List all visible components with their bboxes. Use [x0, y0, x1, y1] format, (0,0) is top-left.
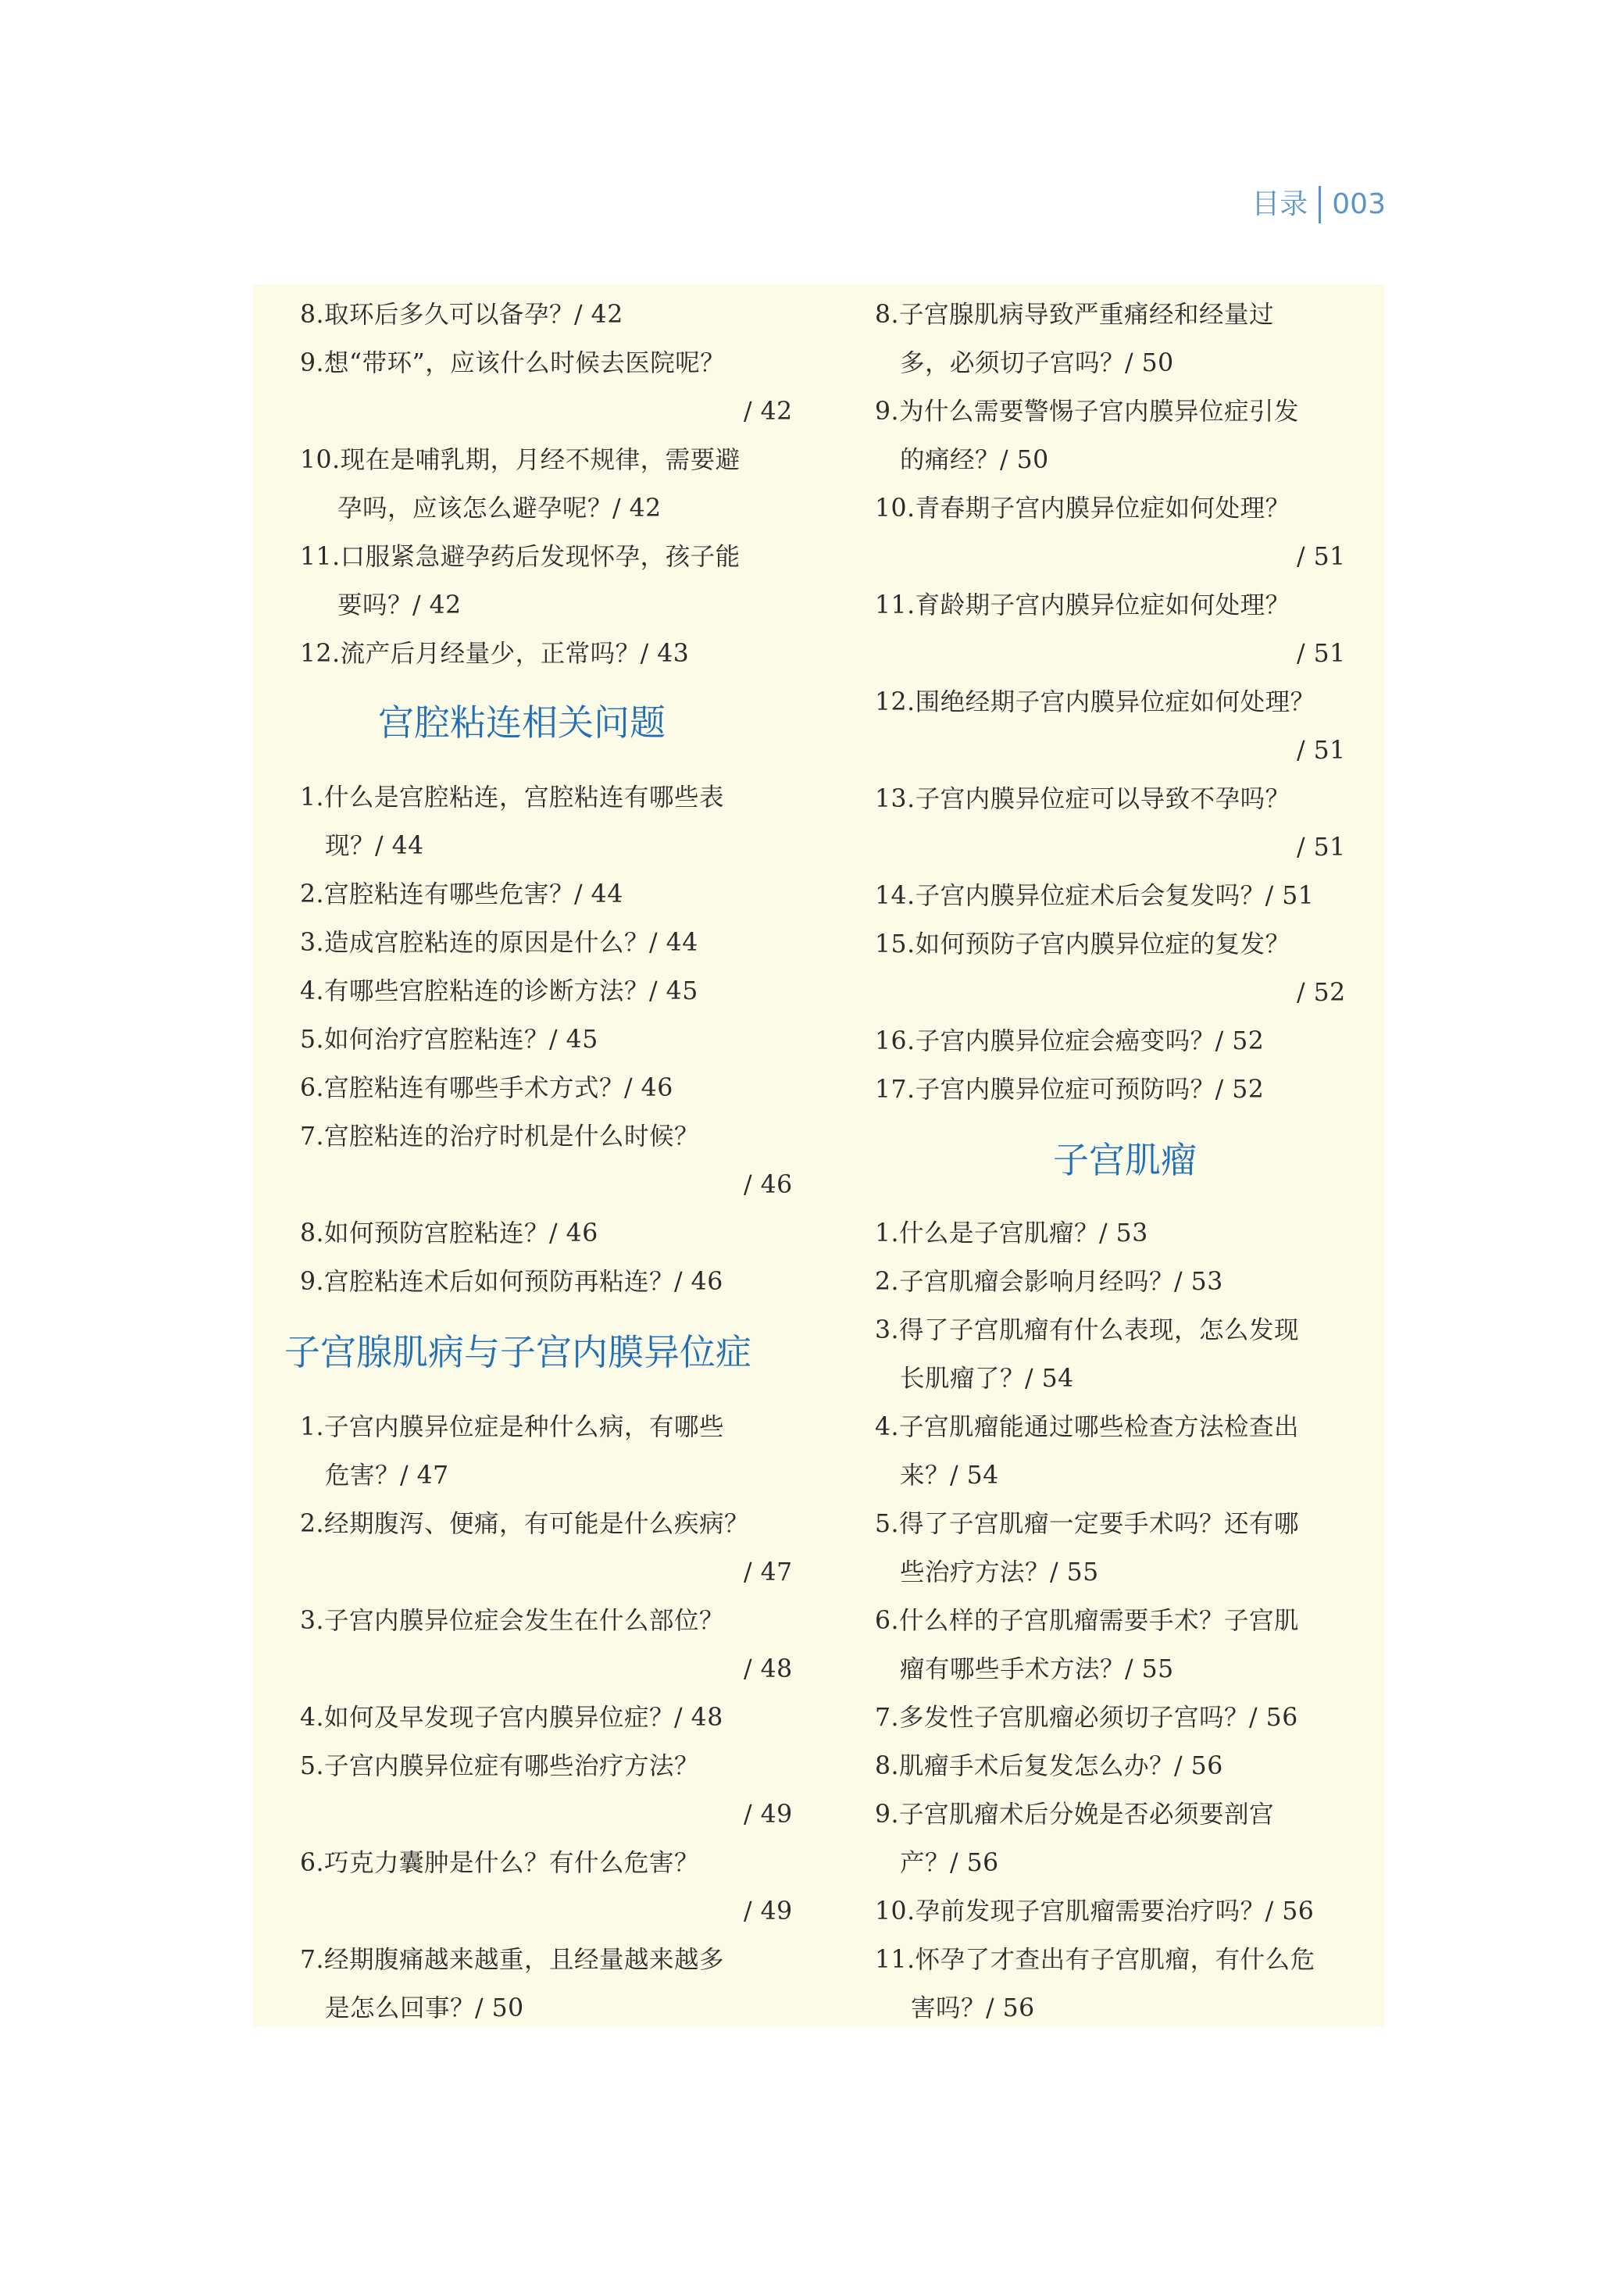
toc-entry[interactable]: 9.宫腔粘连术后如何预防再粘连？/ 46 — [300, 1268, 723, 1296]
toc-entry[interactable]: 7.多发性子宫肌瘤必须切子宫吗？/ 56 — [875, 1704, 1298, 1732]
toc-entry[interactable]: 11.怀孕了才查出有子宫肌瘤，有什么危 — [875, 1946, 1315, 1974]
toc-entry[interactable]: 11.口服紧急避孕药后发现怀孕，孩子能 — [300, 543, 741, 571]
toc-entry[interactable]: 2.经期腹泻、便痛，有可能是什么疾病？ — [300, 1510, 750, 1538]
toc-entry[interactable]: 9.子宫肌瘤术后分娩是否必须要剖宫 — [875, 1801, 1275, 1829]
toc-entry[interactable]: 6.宫腔粘连有哪些手术方式？/ 46 — [300, 1074, 673, 1102]
toc-entry-cont[interactable]: 长肌瘤了？/ 54 — [900, 1365, 1074, 1393]
toc-entry-cont[interactable]: 多，必须切子宫吗？/ 50 — [900, 349, 1174, 377]
toc-entry[interactable]: 1.什么是宫腔粘连，宫腔粘连有哪些表 — [300, 783, 725, 812]
header-page-number: 003 — [1332, 188, 1386, 220]
toc-entry-cont[interactable]: 害吗？/ 56 — [911, 1994, 1035, 2022]
toc-entry[interactable]: 15.如何预防子宫内膜异位症的复发？ — [875, 930, 1290, 958]
toc-entry[interactable]: 17.子宫内膜异位症可预防吗？/ 52 — [875, 1076, 1265, 1104]
toc-entry[interactable]: 5.得了子宫肌瘤一定要手术吗？还有哪 — [875, 1510, 1300, 1538]
toc-entry-page[interactable]: / 49 — [744, 1897, 793, 1926]
toc-entry[interactable]: 11.育龄期子宫内膜异位症如何处理？ — [875, 591, 1290, 619]
toc-entry[interactable]: 8.子宫腺肌病导致严重痛经和经量过 — [875, 301, 1275, 329]
toc-entry[interactable]: 6.什么样的子宫肌瘤需要手术？子宫肌 — [875, 1607, 1300, 1635]
toc-entry-cont[interactable]: 些治疗方法？/ 55 — [900, 1558, 1099, 1587]
toc-entry[interactable]: 14.子宫内膜异位症术后会复发吗？/ 51 — [875, 882, 1315, 910]
header-divider — [1319, 186, 1321, 223]
toc-entry[interactable]: 1.子宫内膜异位症是种什么病，有哪些 — [300, 1413, 725, 1441]
toc-entry-page[interactable]: / 42 — [744, 398, 793, 426]
toc-entry[interactable]: 8.肌瘤手术后复发怎么办？/ 56 — [875, 1752, 1223, 1780]
toc-entry-cont[interactable]: 瘤有哪些手术方法？/ 55 — [900, 1655, 1174, 1683]
header-title: 目录 — [1251, 188, 1308, 220]
toc-entry-page[interactable]: / 52 — [1297, 979, 1346, 1007]
toc-entry[interactable]: 5.如何治疗宫腔粘连？/ 45 — [300, 1026, 598, 1054]
toc-entry-page[interactable]: / 51 — [1297, 737, 1346, 765]
toc-entry-page[interactable]: / 51 — [1297, 543, 1346, 571]
toc-entry[interactable]: 2.宫腔粘连有哪些危害？/ 44 — [300, 880, 623, 908]
toc-entry[interactable]: 3.子宫内膜异位症会发生在什么部位？ — [300, 1607, 725, 1635]
section-heading: 子宫腺肌病与子宫内膜异位症 — [284, 1331, 751, 1373]
toc-entry-cont[interactable]: 来？/ 54 — [900, 1462, 999, 1490]
toc-entry-cont[interactable]: 现？/ 44 — [325, 832, 424, 860]
toc-entry[interactable]: 8.如何预防宫腔粘连？/ 46 — [300, 1219, 598, 1247]
toc-entry[interactable]: 6.巧克力囊肿是什么？有什么危害？ — [300, 1849, 700, 1877]
toc-entry[interactable]: 16.子宫内膜异位症会癌变吗？/ 52 — [875, 1027, 1265, 1055]
toc-panel — [253, 284, 1384, 2026]
toc-entry[interactable]: 5.子宫内膜异位症有哪些治疗方法？ — [300, 1752, 700, 1780]
toc-entry-cont[interactable]: 的痛经？/ 50 — [900, 446, 1049, 474]
toc-entry[interactable]: 12.流产后月经量少，正常吗？/ 43 — [300, 640, 690, 668]
toc-entry[interactable]: 9.想“带环”，应该什么时候去医院呢？ — [300, 349, 726, 377]
page-header — [1251, 186, 1386, 223]
toc-entry-page[interactable]: / 46 — [744, 1171, 793, 1199]
toc-entry-cont[interactable]: 产？/ 56 — [900, 1849, 999, 1877]
toc-entry-cont[interactable]: 要吗？/ 42 — [337, 591, 462, 619]
toc-entry[interactable]: 7.经期腹痛越来越重，且经量越来越多 — [300, 1946, 725, 1974]
toc-entry-cont[interactable]: 危害？/ 47 — [325, 1462, 449, 1490]
section-heading: 宫腔粘连相关问题 — [378, 701, 666, 744]
toc-entry[interactable]: 12.围绝经期子宫内膜异位症如何处理？ — [875, 688, 1315, 716]
toc-entry[interactable]: 4.子宫肌瘤能通过哪些检查方法检查出 — [875, 1413, 1300, 1441]
section-heading: 子宫肌瘤 — [1053, 1139, 1197, 1181]
toc-entry-cont[interactable]: 是怎么回事？/ 50 — [325, 1994, 524, 2022]
toc-entry[interactable]: 10.现在是哺乳期，月经不规律，需要避 — [300, 446, 741, 474]
toc-entry-page[interactable]: / 47 — [744, 1558, 793, 1587]
toc-entry-cont[interactable]: 孕吗，应该怎么避孕呢？/ 42 — [337, 494, 662, 523]
toc-entry[interactable]: 3.得了子宫肌瘤有什么表现，怎么发现 — [875, 1316, 1300, 1344]
toc-entry[interactable]: 9.为什么需要警惕子宫内膜异位症引发 — [875, 398, 1300, 426]
toc-entry[interactable]: 3.造成宫腔粘连的原因是什么？/ 44 — [300, 929, 698, 957]
toc-entry[interactable]: 1.什么是子宫肌瘤？/ 53 — [875, 1219, 1148, 1247]
toc-entry[interactable]: 10.青春期子宫内膜异位症如何处理？ — [875, 494, 1290, 523]
toc-entry-page[interactable]: / 48 — [744, 1655, 793, 1683]
toc-entry[interactable]: 7.宫腔粘连的治疗时机是什么时候？ — [300, 1123, 700, 1151]
toc-entry[interactable]: 4.如何及早发现子宫内膜异位症？/ 48 — [300, 1704, 723, 1732]
toc-entry-page[interactable]: / 51 — [1297, 640, 1346, 668]
toc-entry[interactable]: 2.子宫肌瘤会影响月经吗？/ 53 — [875, 1268, 1223, 1296]
toc-entry[interactable]: 4.有哪些宫腔粘连的诊断方法？/ 45 — [300, 977, 698, 1005]
toc-entry[interactable]: 8.取环后多久可以备孕？/ 42 — [300, 301, 623, 329]
toc-entry-page[interactable]: / 49 — [744, 1801, 793, 1829]
toc-entry[interactable]: 13.子宫内膜异位症可以导致不孕吗？ — [875, 785, 1290, 813]
toc-entry-page[interactable]: / 51 — [1297, 833, 1346, 862]
toc-entry[interactable]: 10.孕前发现子宫肌瘤需要治疗吗？/ 56 — [875, 1897, 1315, 1926]
